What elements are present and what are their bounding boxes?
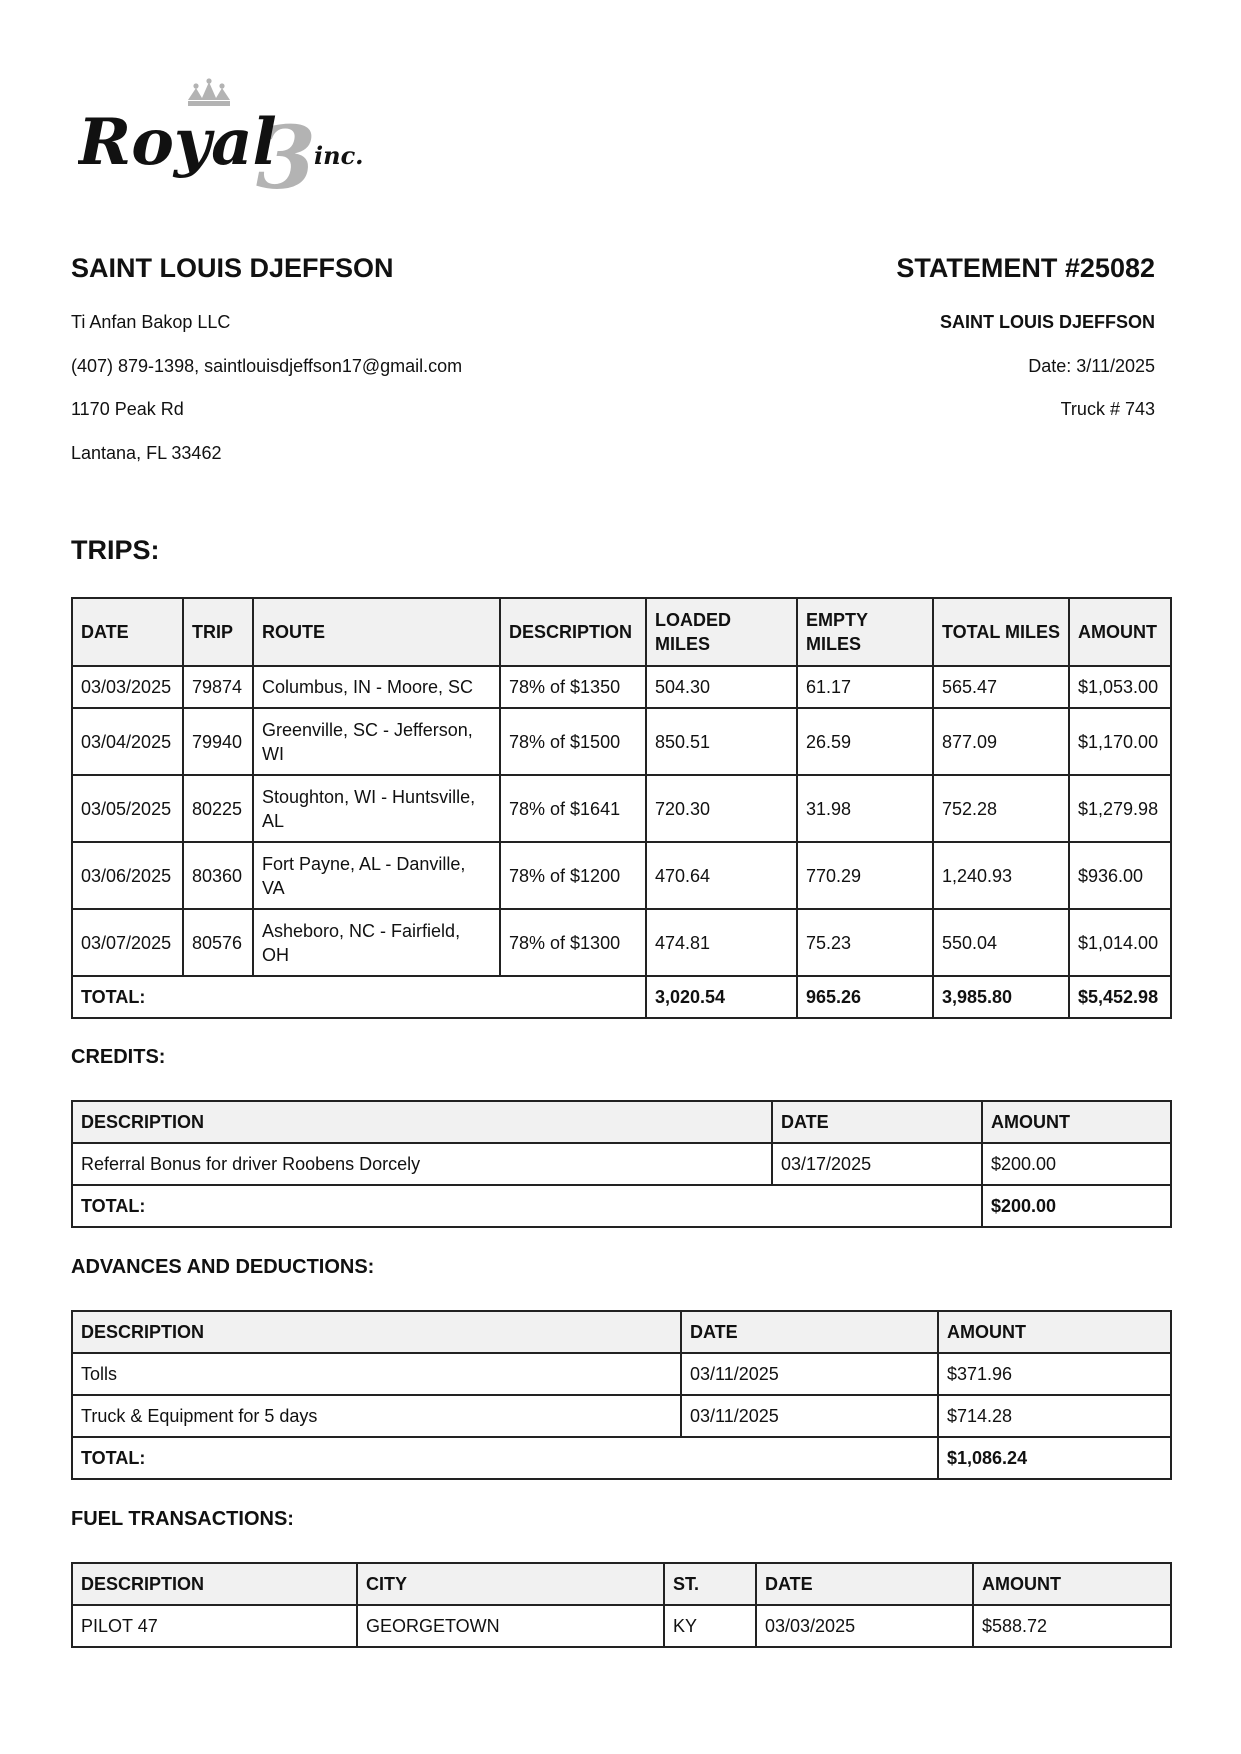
trip-loaded-miles: 504.30 <box>646 666 797 708</box>
deduction-date: 03/11/2025 <box>681 1395 938 1437</box>
table-row <box>72 1605 1171 1647</box>
trip-amount: $1,014.00 <box>1069 909 1171 976</box>
credit-description: Referral Bonus for driver Roobens Dorcely <box>72 1143 772 1185</box>
trip-number: 80576 <box>183 909 253 976</box>
col-date: DATE <box>756 1563 973 1605</box>
credit-amount: $200.00 <box>982 1143 1171 1185</box>
trips-total-row <box>72 976 1171 1018</box>
deduction-amount: $714.28 <box>938 1395 1171 1437</box>
statement-truck: Truck # 743 <box>1060 399 1155 419</box>
trip-amount: $1,170.00 <box>1069 708 1171 775</box>
trips-total-label: TOTAL: <box>72 976 646 1018</box>
table-row <box>72 1395 1171 1437</box>
trip-date: 03/07/2025 <box>72 909 183 976</box>
trip-description: 78% of $1500 <box>500 708 646 775</box>
col-state: ST. <box>664 1563 756 1605</box>
deductions-total-row <box>72 1437 1171 1479</box>
col-description: DESCRIPTION <box>72 1101 772 1143</box>
table-row <box>72 909 1171 976</box>
table-row <box>72 775 1171 842</box>
trips-total-loaded: 3,020.54 <box>646 976 797 1018</box>
trip-date: 03/06/2025 <box>72 842 183 909</box>
fuel-title: FUEL TRANSACTIONS: <box>71 1508 294 1530</box>
col-description: DESCRIPTION <box>72 1563 357 1605</box>
trip-description: 78% of $1350 <box>500 666 646 708</box>
fuel-amount: $588.72 <box>973 1605 1171 1647</box>
driver-name: SAINT LOUIS DJEFFSON <box>71 253 394 283</box>
trip-amount: $936.00 <box>1069 842 1171 909</box>
trip-total-miles: 565.47 <box>933 666 1069 708</box>
trip-description: 78% of $1200 <box>500 842 646 909</box>
trip-description: 78% of $1641 <box>500 775 646 842</box>
statement-title: STATEMENT #25082 <box>896 253 1155 283</box>
trips-header-row <box>72 598 1171 666</box>
statement-driver-name: SAINT LOUIS DJEFFSON <box>939 312 1155 332</box>
svg-text:inc.: inc. <box>314 141 364 170</box>
credits-total-amount: $200.00 <box>982 1185 1171 1227</box>
fuel-header-row <box>72 1563 1171 1605</box>
trip-description: 78% of $1300 <box>500 909 646 976</box>
trip-loaded-miles: 474.81 <box>646 909 797 976</box>
col-city: CITY <box>357 1563 664 1605</box>
trip-number: 79874 <box>183 666 253 708</box>
trip-total-miles: 1,240.93 <box>933 842 1069 909</box>
driver-contact: (407) 879-1398, saintlouisdjeffson17@gmail.com <box>71 355 463 376</box>
deductions-total-label: TOTAL: <box>72 1437 938 1479</box>
trip-route: Fort Payne, AL - Danville, VA <box>253 842 500 909</box>
table-row <box>72 708 1171 775</box>
col-total-miles: TOTAL MILES <box>933 598 1069 666</box>
col-amount: AMOUNT <box>982 1101 1171 1143</box>
trip-route: Asheboro, NC - Fairfield, OH <box>253 909 500 976</box>
deductions-title: ADVANCES AND DEDUCTIONS: <box>71 1256 375 1278</box>
svg-text:3: 3 <box>256 108 316 198</box>
fuel-city: GEORGETOWN <box>357 1605 664 1647</box>
trip-route: Columbus, IN - Moore, SC <box>253 666 500 708</box>
driver-address-line1: 1170 Peak Rd <box>71 399 184 419</box>
col-trip: TRIP <box>183 598 253 666</box>
trips-title: TRIPS: <box>71 535 160 565</box>
deductions-table <box>71 1310 1172 1480</box>
col-empty-miles: EMPTY MILES <box>797 598 933 666</box>
credits-total-label: TOTAL: <box>72 1185 982 1227</box>
col-description: DESCRIPTION <box>500 598 646 666</box>
table-row <box>72 666 1171 708</box>
col-amount: AMOUNT <box>938 1311 1171 1353</box>
trip-date: 03/05/2025 <box>72 775 183 842</box>
trip-amount: $1,279.98 <box>1069 775 1171 842</box>
trip-date: 03/04/2025 <box>72 708 183 775</box>
trip-route: Stoughton, WI - Huntsville, AL <box>253 775 500 842</box>
trip-loaded-miles: 720.30 <box>646 775 797 842</box>
deduction-description: Truck & Equipment for 5 days <box>72 1395 681 1437</box>
credits-table <box>71 1100 1172 1228</box>
trip-date: 03/03/2025 <box>72 666 183 708</box>
table-row <box>72 1353 1171 1395</box>
trip-number: 80360 <box>183 842 253 909</box>
col-date: DATE <box>681 1311 938 1353</box>
deduction-date: 03/11/2025 <box>681 1353 938 1395</box>
col-route: ROUTE <box>253 598 500 666</box>
deduction-description: Tolls <box>72 1353 681 1395</box>
trip-number: 79940 <box>183 708 253 775</box>
table-row <box>72 1143 1171 1185</box>
company-logo <box>78 78 388 198</box>
trip-total-miles: 752.28 <box>933 775 1069 842</box>
deductions-header-row <box>72 1311 1171 1353</box>
trips-total-empty: 965.26 <box>797 976 933 1018</box>
deductions-total-amount: $1,086.24 <box>938 1437 1171 1479</box>
col-date: DATE <box>72 598 183 666</box>
col-date: DATE <box>772 1101 982 1143</box>
trips-table <box>71 597 1172 1019</box>
col-description: DESCRIPTION <box>72 1311 681 1353</box>
trip-total-miles: 550.04 <box>933 909 1069 976</box>
trip-number: 80225 <box>183 775 253 842</box>
credits-total-row <box>72 1185 1171 1227</box>
trip-empty-miles: 770.29 <box>797 842 933 909</box>
credits-title: CREDITS: <box>71 1046 166 1068</box>
fuel-description: PILOT 47 <box>72 1605 357 1647</box>
trips-total-amount: $5,452.98 <box>1069 976 1171 1018</box>
fuel-table <box>71 1562 1172 1648</box>
col-loaded-miles: LOADED MILES <box>646 598 797 666</box>
table-row <box>72 842 1171 909</box>
trip-empty-miles: 61.17 <box>797 666 933 708</box>
driver-info <box>71 248 671 475</box>
trip-loaded-miles: 470.64 <box>646 842 797 909</box>
statement-info <box>655 248 1155 432</box>
driver-address-line2: Lantana, FL 33462 <box>71 442 222 463</box>
trip-loaded-miles: 850.51 <box>646 708 797 775</box>
credits-header-row <box>72 1101 1171 1143</box>
fuel-state: KY <box>664 1605 756 1647</box>
fuel-date: 03/03/2025 <box>756 1605 973 1647</box>
credit-date: 03/17/2025 <box>772 1143 982 1185</box>
trip-total-miles: 877.09 <box>933 708 1069 775</box>
trips-total-miles: 3,985.80 <box>933 976 1069 1018</box>
trip-empty-miles: 31.98 <box>797 775 933 842</box>
trip-amount: $1,053.00 <box>1069 666 1171 708</box>
col-amount: AMOUNT <box>1069 598 1171 666</box>
svg-text:Royal: Royal <box>78 105 277 180</box>
trip-empty-miles: 75.23 <box>797 909 933 976</box>
deduction-amount: $371.96 <box>938 1353 1171 1395</box>
statement-date: Date: 3/11/2025 <box>1028 355 1155 376</box>
driver-company: Ti Anfan Bakop LLC <box>71 312 231 332</box>
col-amount: AMOUNT <box>973 1563 1171 1605</box>
trip-route: Greenville, SC - Jefferson, WI <box>253 708 500 775</box>
trip-empty-miles: 26.59 <box>797 708 933 775</box>
